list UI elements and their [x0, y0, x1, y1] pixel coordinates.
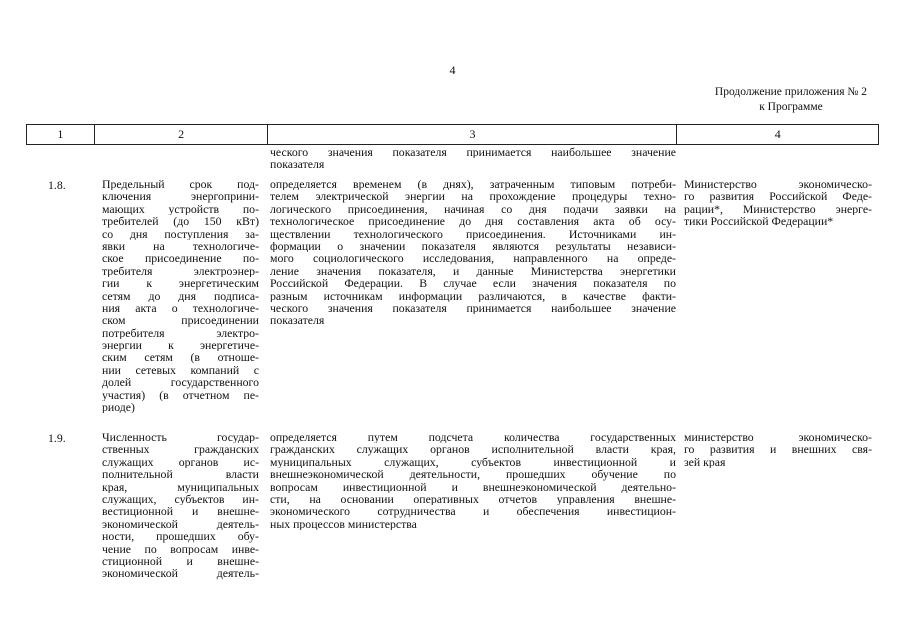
indicator-line: служащих органов ис- — [102, 455, 259, 469]
responsible-cell — [684, 178, 872, 228]
indicator-cell — [102, 431, 259, 580]
responsible-line: министерство экономическо- — [684, 431, 872, 444]
indicator-line: потребителя электро- — [102, 326, 259, 340]
indicator-line: сетям до дня подписа- — [102, 289, 259, 302]
indicator-line: явки на технологиче- — [102, 239, 259, 253]
method-line: экономического сотрудничества и обеспечения инвестицион- — [270, 505, 676, 518]
method-line: внешнеэкономической деятельности, прошедших обучение по — [270, 468, 676, 481]
responsible-line: Министерство экономическо- — [684, 178, 872, 191]
header-cell-2: 2 — [95, 125, 269, 144]
method-line: мого социологического исследования, направленного на опреде- — [270, 252, 676, 265]
indicator-line: Предельный срок под- — [102, 178, 259, 191]
method-line: определяется временем (в днях), затраченным типовым потреби- — [270, 178, 676, 191]
responsible-line: тики Российской Федерации* — [684, 215, 834, 228]
method-cell — [270, 178, 676, 327]
method-line: формации о значении показателя являются результаты независи- — [270, 239, 676, 253]
indicator-line: экономической деятель- — [102, 567, 259, 580]
method-line: Российской Федерации. В случае если значения показателя по — [270, 277, 676, 290]
continuation-line-2: к Программе — [759, 101, 823, 113]
method-line: телем электрической энергии на прохождение процедуры техно- — [270, 190, 676, 203]
method-line: муниципальных служащих, субъектов инвестиционной и — [270, 455, 676, 469]
indicator-line: мающих устройств по- — [102, 202, 259, 216]
row-number: 1.8. — [48, 178, 66, 192]
carryover-line: ческого значения показателя принимается наибольшее значение — [270, 146, 676, 159]
indicator-line: риоде) — [102, 401, 135, 414]
indicator-line: ственных гражданских — [102, 443, 259, 456]
indicator-line: ское присоединение по- — [102, 252, 259, 265]
method-line: ление значения показателя, и данные Министерства энергетики — [270, 264, 676, 278]
indicator-line: требителя электроэнер- — [102, 264, 259, 278]
method-line: логического присоединения, начиная со дня подачи заявки на — [270, 202, 676, 216]
indicator-line: участия) (в отчетном пе- — [102, 388, 259, 402]
indicator-line: ском присоединении — [102, 314, 259, 327]
indicator-line: долей государственного — [102, 376, 259, 389]
method-line: ческого значения показателя принимается наибольшее значение — [270, 301, 676, 315]
indicator-line: чение по вопросам инве- — [102, 542, 259, 555]
method-line: технологическое присоединение до дня составления акта об осу- — [270, 215, 676, 228]
indicator-line: ния акта о технологиче- — [102, 301, 259, 315]
indicator-line: энергии к энергетиче- — [102, 339, 259, 352]
continuation-line-1: Продолжение приложения № 2 — [714, 86, 867, 98]
method-line: разным источникам информации различаются, в качестве факти- — [270, 289, 676, 302]
indicator-line: стиционной и внешне- — [102, 554, 259, 568]
indicator-line: требителей (до 150 кВт) — [102, 215, 259, 228]
page-number: 4 — [449, 63, 456, 77]
indicator-line: нии сетевых компаний с — [102, 363, 259, 377]
method-line: ществлении технологического присоединения. Источниками ин- — [270, 227, 676, 240]
indicator-line: края, муниципальных — [102, 480, 259, 493]
method-cell — [270, 431, 676, 530]
indicator-line: вестиционной и внешне- — [102, 505, 259, 518]
indicator-line: экономической деятель- — [102, 517, 259, 531]
responsible-line: го развития и внешних свя- — [684, 443, 872, 456]
method-line: вопросам инвестиционной и внешнеэкономической деятельно- — [270, 480, 676, 493]
method-line: определяется путем подсчета количества государственных — [270, 431, 676, 444]
responsible-line: го развития Российской Феде- — [684, 190, 872, 203]
method-line: ных процессов министерства — [270, 517, 417, 531]
carryover-text — [270, 146, 676, 171]
indicator-cell — [102, 178, 259, 413]
indicator-line: ключения энергоприни- — [102, 190, 259, 203]
responsible-line: зей края — [684, 455, 726, 469]
method-line: сти, на основании оперативных отчетов управления внешне- — [270, 492, 676, 506]
method-line: показателя — [270, 314, 325, 327]
indicator-line: полнительной власти — [102, 468, 259, 481]
indicator-line: ским сетям (в отноше- — [102, 351, 259, 364]
indicator-line: Численность государ- — [102, 431, 259, 444]
continuation-note — [715, 85, 867, 115]
header-cell-3: 3 — [268, 125, 677, 144]
responsible-line: рации*, Министерство энерге- — [684, 202, 872, 216]
indicator-line: служащих, субъектов ин- — [102, 492, 259, 506]
row-number: 1.9. — [48, 431, 66, 445]
indicator-line: ности, прошедших обу- — [102, 530, 259, 543]
indicator-line: гии к энергетическим — [102, 277, 259, 290]
header-cell-1: 1 — [27, 125, 95, 144]
header-cell-4: 4 — [774, 127, 781, 141]
indicator-line: со дня поступления за- — [102, 227, 259, 240]
carryover-line: показателя — [270, 158, 325, 171]
method-line: гражданских служащих органов исполнительной власти края, — [270, 443, 676, 456]
responsible-cell — [684, 431, 872, 468]
table-header-row — [26, 124, 879, 145]
